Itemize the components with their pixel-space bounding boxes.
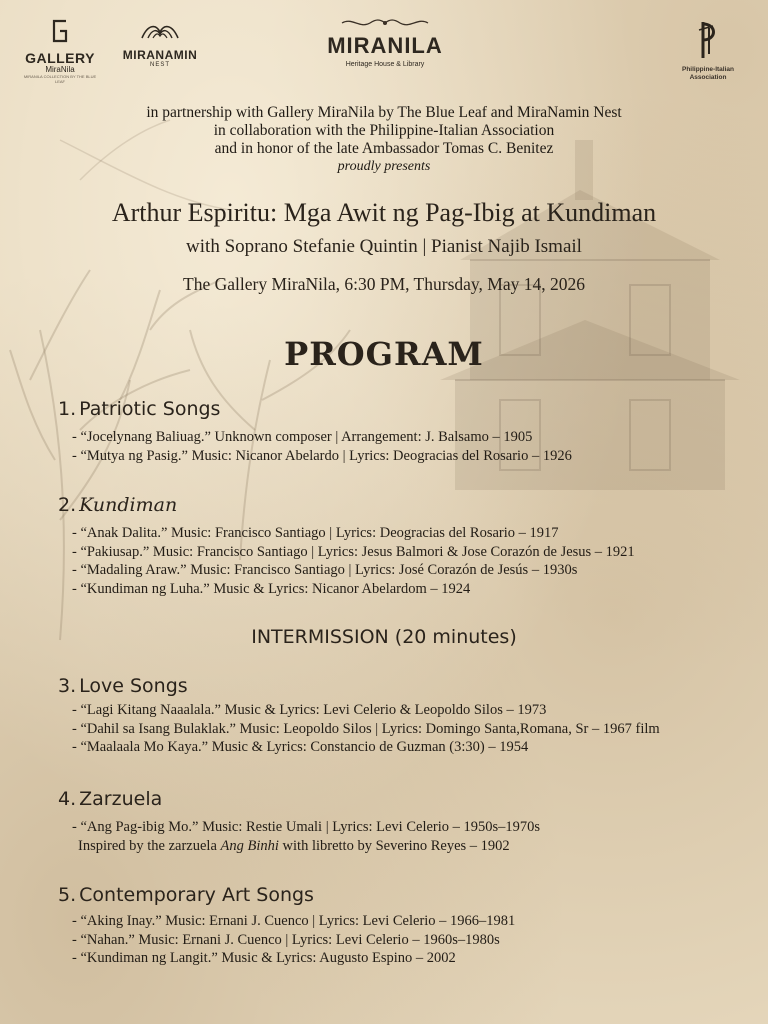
note-suffix: with libretto by Severino Reyes – 1902 (278, 837, 510, 854)
gallery-logo-name: GALLERY (25, 50, 95, 66)
event-title: Arthur Espiritu: Mga Awit ng Pag-Ibig at Kundiman (111, 198, 657, 227)
gallery-logo-sub: MiraNila (45, 65, 75, 74)
nest-emblem-icon (138, 20, 182, 42)
intro-line-2: in collaboration with the Philippine-Italian Association (213, 122, 555, 139)
section-name: Love Songs (79, 675, 188, 697)
list-item: - “Maalaala Mo Kaya.” Music & Lyrics: Constancio de Guzman (3:30) – 1954 (72, 739, 529, 755)
section-number: 1. (58, 398, 77, 420)
intro-line-3: and in honor of the late Ambassador Tomas C. Benitez (214, 140, 554, 157)
pia-monogram-icon (695, 18, 721, 62)
list-item: - “Madaling Araw.” Music: Francisco Santiago | Lyrics: José Corazón de Jesús – 1930s (72, 562, 578, 578)
section-title-kundiman (58, 494, 177, 516)
section-title-contemporary-art-songs (58, 884, 314, 906)
miranamin-nest-logo (112, 20, 208, 68)
section-name: Kundiman (79, 494, 178, 516)
section-items-contemporary-art-songs (72, 912, 515, 968)
section-items-zarzuela (72, 818, 540, 855)
note-work-title: Ang Binhi (220, 837, 279, 854)
section-number: 3. (58, 675, 77, 697)
section-title-patriotic-songs (58, 398, 220, 420)
intermission-heading: INTERMISSION (20 minutes) (251, 626, 517, 648)
miranila-heritage-logo (310, 14, 460, 68)
section-number: 2. (58, 494, 77, 516)
list-item: - “Jocelynang Baliuag.” Unknown composer | Arrangement: J. Balsamo – 1905 (72, 429, 533, 445)
miranamin-logo-name: MIRANAMIN (122, 48, 198, 62)
list-item: - “Kundiman ng Langit.” Music & Lyrics: Augusto Espino – 2002 (72, 950, 456, 966)
list-item: - “Mutya ng Pasig.” Music: Nicanor Abelardo | Lyrics: Deogracias del Rosario – 1926 (72, 447, 572, 464)
miranila-logo-name: MIRANILA (327, 33, 443, 58)
list-item: - “Anak Dalita.” Music: Francisco Santiago | Lyrics: Deogracias del Rosario – 1917 (72, 525, 559, 541)
list-item: - “Ang Pag-ibig Mo.” Music: Restie Umali | Lyrics: Levi Celerio – 1950s–1970s (72, 819, 541, 835)
miranamin-logo-sub: NEST (149, 62, 170, 68)
section-title-zarzuela (58, 788, 162, 810)
pia-logo-line2: Association (689, 74, 727, 81)
list-item: - “Kundiman ng Luha.” Music & Lyrics: Nicanor Abelardom – 1924 (72, 580, 471, 597)
event-performers: with Soprano Stefanie Quintin | Pianist Najib Ismail (186, 236, 582, 257)
gallery-miranila-logo (22, 18, 98, 84)
section-items-kundiman (72, 524, 635, 598)
zarzuela-inspiration-note (72, 837, 540, 856)
miranila-logo-sub: Heritage House & Library (345, 61, 425, 68)
list-item: - “Lagi Kitang Naaalala.” Music & Lyrics: Levi Celerio & Leopoldo Silos – 1973 (72, 702, 547, 718)
event-venue-datetime: The Gallery MiraNila, 6:30 PM, Thursday, May 14, 2026 (183, 274, 585, 294)
philippine-italian-association-logo (668, 18, 748, 82)
section-name: Contemporary Art Songs (79, 884, 314, 906)
intro-line-1: in partnership with Gallery MiraNila by The Blue Leaf and MiraNamin Nest (146, 104, 622, 121)
list-item: - “Pakiusap.” Music: Francisco Santiago | Lyrics: Jesus Balmori & Jose Corazón de Jesus – 1921 (72, 543, 635, 560)
section-number: 5. (58, 884, 77, 906)
section-name: Patriotic Songs (79, 398, 221, 420)
partnership-intro (0, 104, 768, 176)
section-items-patriotic-songs (72, 428, 572, 465)
gallery-g-mark-icon (50, 18, 70, 44)
proudly-presents: proudly presents (337, 159, 431, 174)
section-name: Zarzuela (79, 788, 163, 810)
list-item: - “Aking Inay.” Music: Ernani J. Cuenco | Lyrics: Levi Celerio – 1966–1981 (72, 913, 516, 929)
pia-logo-line1: Philippine-Italian (681, 66, 734, 73)
program-heading: PROGRAM (284, 335, 484, 373)
list-item: - “Dahil sa Isang Bulaklak.” Music: Leopoldo Silos | Lyrics: Domingo Santa,Romana, Sr – 1967 film (72, 720, 660, 737)
list-item: - “Nahan.” Music: Ernani J. Cuenco | Lyrics: Levi Celerio – 1960s–1980s (72, 931, 500, 948)
note-prefix: Inspired by the zarzuela (78, 837, 221, 854)
gallery-logo-tagline: MIRANILA COLLECTION BY THE BLUE LEAF (23, 74, 97, 84)
section-items-love-songs (72, 701, 660, 757)
section-number: 4. (58, 788, 77, 810)
ornament-flourish-icon (340, 17, 430, 29)
section-title-love-songs (58, 675, 188, 697)
